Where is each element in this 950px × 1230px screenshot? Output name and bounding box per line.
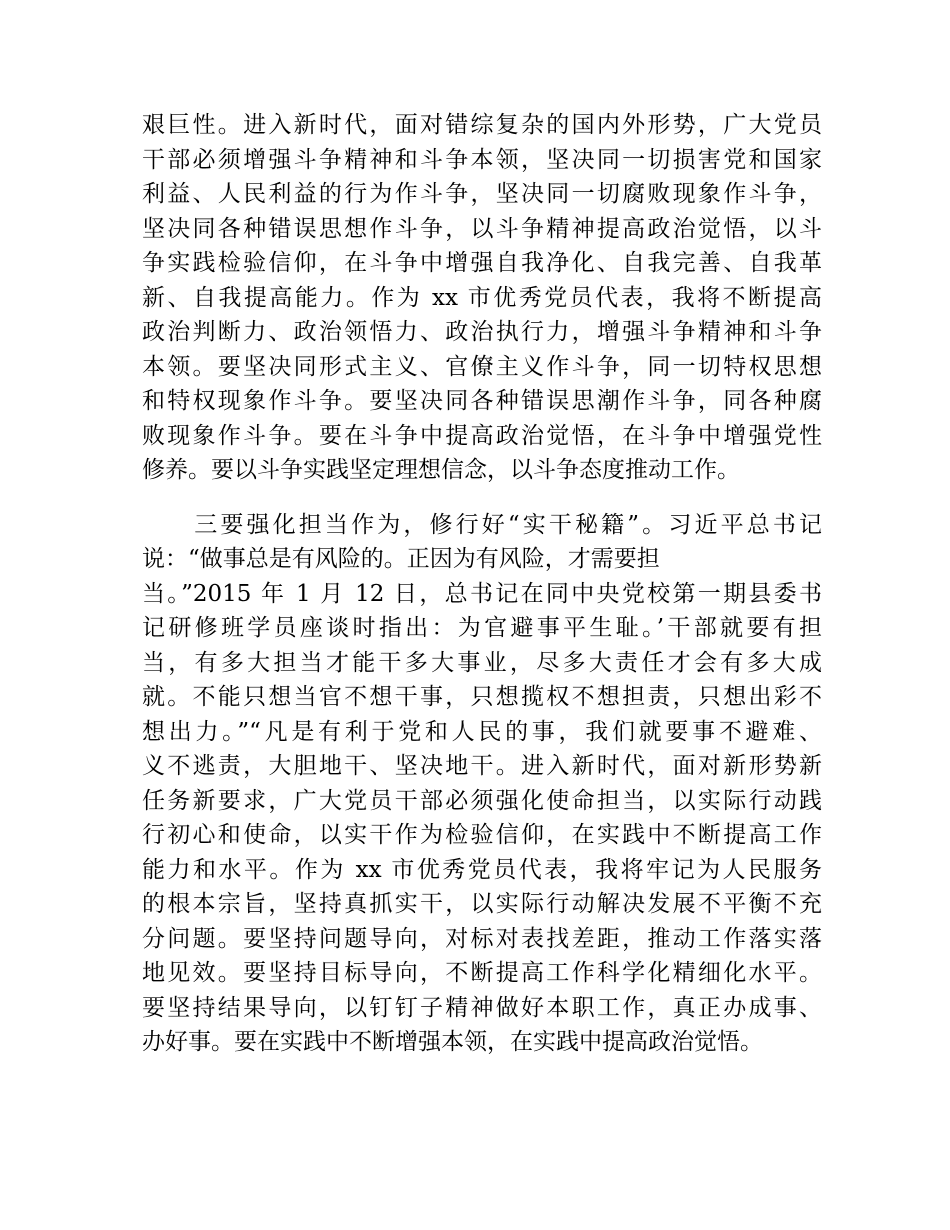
text-line: 义不逃责，大胆地干、坚决地干。进入新时代，面对新形势新: [142, 753, 822, 779]
text-line: 想出力。”“凡是有利于党和人民的事，我们就要事不避难、: [142, 718, 822, 745]
text-line: 本领。要坚决同形式主义、官僚主义作斗争，同一切特权思想: [142, 353, 822, 380]
paragraph-2: [142, 508, 822, 1060]
text-line: 新、自我提高能力。作为 xx 市优秀党员代表，我将不断提高: [142, 284, 822, 311]
text-line: 行初心和使命，以实干作为检验信仰，在实践中不断提高工作: [142, 822, 822, 848]
text-line: 能力和水平。作为 xx 市优秀党员代表，我将牢记为人民服务: [142, 856, 822, 883]
text-line: 的根本宗旨，坚持真抓实干，以实际行动解决发展不平衡不充: [142, 891, 822, 917]
document-body: [142, 108, 822, 1060]
text-line: 和特权现象作斗争。要坚决同各种错误思潮作斗争，同各种腐: [142, 388, 822, 414]
text-line: 要坚持结果导向，以钉钉子精神做好本职工作，真正办成事、: [142, 994, 822, 1021]
text-line: 就。不能只想当官不想干事，只想揽权不想担责，只想出彩不: [142, 684, 822, 710]
text-line: 分问题。要坚持问题导向，对标对表找差距，推动工作落实落: [142, 925, 822, 952]
paragraph-spacing: [142, 488, 822, 508]
text-line: 败现象作斗争。要在斗争中提高政治觉悟，在斗争中增强党性: [142, 422, 822, 449]
text-line: 说：“做事总是有风险的。正因为有风险，才需要担: [142, 546, 660, 572]
text-line: 记研修班学员座谈时指出：为官避事平生耻。’干部就要有担: [142, 615, 822, 641]
text-line: 干部必须增强斗争精神和斗争本领，坚决同一切损害党和国家: [142, 146, 822, 173]
text-line: 修养。要以斗争实践坚定理想信念，以斗争态度推动工作。: [142, 457, 740, 483]
text-line: 地见效。要坚持目标导向，不断提高工作科学化精细化水平。: [142, 960, 822, 986]
text-line: 争实践检验信仰，在斗争中增强自我净化、自我完善、自我革: [142, 250, 822, 276]
text-line: 艰巨性。进入新时代，面对错综复杂的国内外形势，广大党员: [142, 112, 822, 138]
text-line: 当，有多大担当才能干多大事业，尽多大责任才会有多大成: [142, 649, 822, 676]
text-line: 坚决同各种错误思想作斗争，以斗争精神提高政治觉悟，以斗: [142, 215, 822, 242]
text-line: 当。”2015 年 1 月 12 日，总书记在同中央党校第一期县委书: [142, 580, 822, 607]
text-line: 政治判断力、政治领悟力、政治执行力，增强斗争精神和斗争: [142, 319, 822, 345]
text-line: 办好事。要在实践中不断增强本领，在实践中提高政治觉悟。: [142, 1029, 763, 1055]
text-line: 利益、人民利益的行为作斗争，坚决同一切腐败现象作斗争，: [142, 181, 822, 207]
text-line: 三要强化担当作为，修行好“实干秘籍”。习近平总书记: [142, 511, 822, 538]
paragraph-1: [142, 108, 822, 488]
text-line: 任务新要求，广大党员干部必须强化使命担当，以实际行动践: [142, 787, 822, 814]
